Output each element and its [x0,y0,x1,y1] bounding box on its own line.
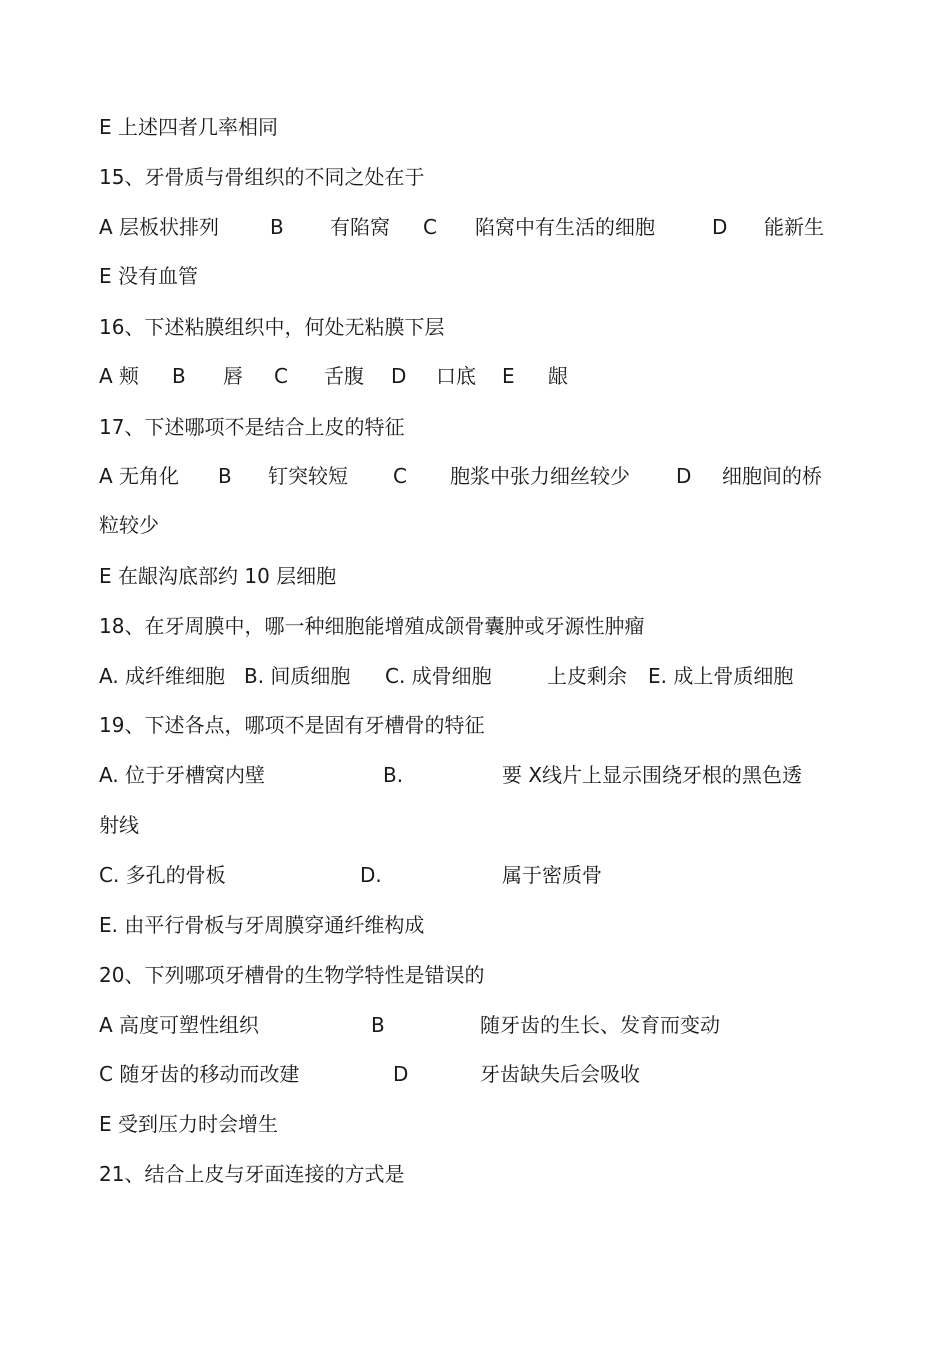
option-letter: B [270,215,284,239]
option-text: C 随牙齿的移动而改建 [99,1062,300,1086]
option-text: A 颊 [99,364,140,388]
option-text: 舌腹 [324,364,364,388]
option-text: E 在龈沟底部约 10 层细胞 [99,564,337,588]
question-text: 18、在牙周膜中，哪一种细胞能增殖成颌骨囊肿或牙源性肿瘤 [99,614,645,638]
option-text: 属于密质骨 [502,863,602,887]
option-text: A 层板状排列 [99,215,220,239]
option-text: A. 位于牙槽窝内壁 [99,763,266,787]
option-letter: B [371,1013,385,1037]
option-text: 龈 [548,364,568,388]
option-letter: E [502,364,515,388]
option-letter: D [393,1062,409,1086]
option-text: 有陷窝 [330,215,390,239]
option-letter: B [172,364,186,388]
option-letter: C [393,464,407,488]
option-text: 上皮剩余 [547,664,627,688]
option-text: E. 成上骨质细胞 [648,664,794,688]
option-text: 牙齿缺失后会吸收 [480,1062,640,1086]
option-text: C. 多孔的骨板 [99,863,226,887]
option-text: E 上述四者几率相同 [99,115,278,139]
question-text: 21、结合上皮与牙面连接的方式是 [99,1162,405,1186]
option-text: 射线 [99,813,139,837]
option-letter: B [218,464,232,488]
option-text: 陷窝中有生活的细胞 [475,215,655,239]
question-text: 20、下列哪项牙槽骨的生物学特性是错误的 [99,963,485,987]
option-text: E. 由平行骨板与牙周膜穿通纤维构成 [99,913,425,937]
option-text: A 高度可塑性组织 [99,1013,260,1037]
option-letter: C [423,215,437,239]
option-text: B. 间质细胞 [244,664,351,688]
question-text: 17、下述哪项不是结合上皮的特征 [99,415,405,439]
option-text: 钉突较短 [268,464,348,488]
option-text: 要 X线片上显示围绕牙根的黑色透 [502,763,803,787]
option-letter: D [676,464,692,488]
option-letter: D [391,364,407,388]
option-letter: C [274,364,288,388]
option-text: E 没有血管 [99,264,198,288]
option-text: 口底 [436,364,476,388]
option-text: 能新生 [764,215,824,239]
question-text: 16、下述粘膜组织中，何处无粘膜下层 [99,315,445,339]
option-letter: D. [360,863,382,887]
question-text: 15、牙骨质与骨组织的不同之处在于 [99,165,425,189]
option-text: 唇 [223,364,243,388]
option-text: 粒较少 [99,513,159,537]
option-letter: B. [383,763,404,787]
option-text: C. 成骨细胞 [385,664,492,688]
question-text: 19、下述各点，哪项不是固有牙槽骨的特征 [99,713,485,737]
option-text: E 受到压力时会增生 [99,1112,278,1136]
option-text: A. 成纤维细胞 [99,664,226,688]
option-text: 胞浆中张力细丝较少 [450,464,630,488]
option-text: 细胞间的桥 [722,464,822,488]
option-letter: D [712,215,728,239]
option-text: A 无角化 [99,464,180,488]
option-text: 随牙齿的生长、发育而变动 [480,1013,720,1037]
